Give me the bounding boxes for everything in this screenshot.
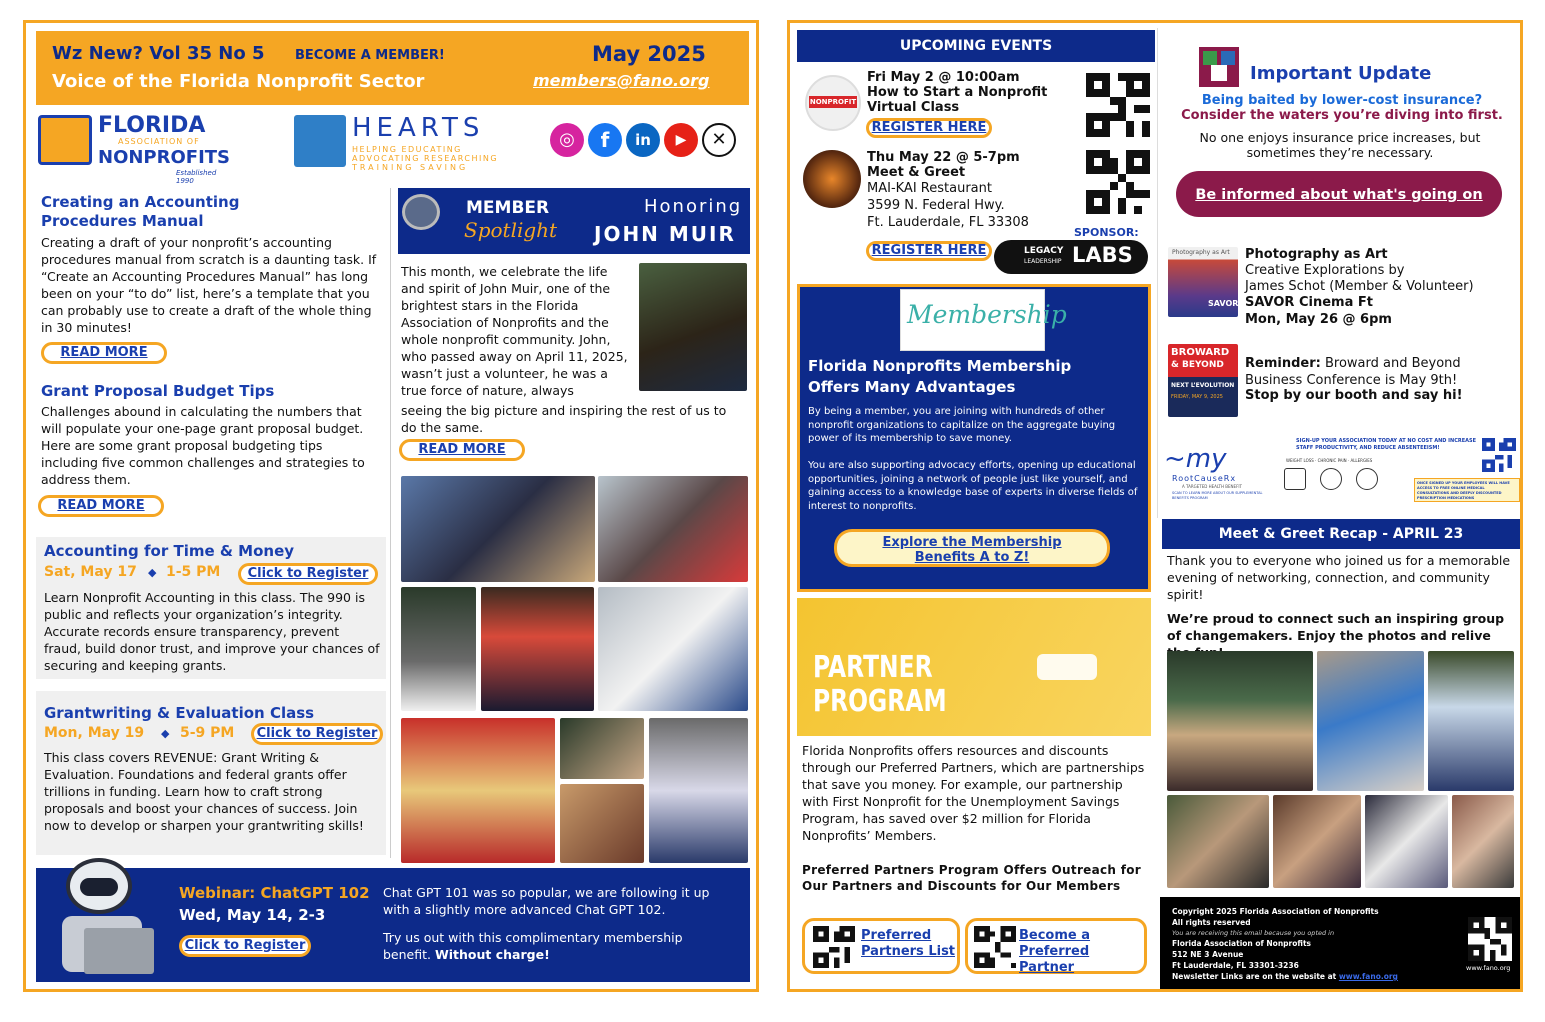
webinar-desc: Chat GPT 101 was so popular, we are following it up with a slightly more advanced Chat GPT 102.	[383, 885, 710, 917]
nonprofit-badge-icon: NONPROFIT	[805, 75, 861, 131]
read-more-button[interactable]: READ MORE	[41, 342, 167, 364]
reminder-cta: Stop by our booth and say hi!	[1245, 388, 1463, 403]
linkedin-icon[interactable]: in	[626, 123, 660, 157]
event-date: Thu May 22 @ 5-7pm	[867, 150, 1020, 165]
membership-logo: Membership	[900, 289, 1045, 351]
email-link[interactable]: members@fano.org	[533, 71, 710, 90]
article-body: Challenges abound in calculating the numbers that will populate your one-page grant proposal budget. Here are some grant proposal budgeting tips including five common challenges and strategies to address them.	[41, 404, 365, 487]
social-icons	[550, 123, 740, 161]
class-card	[36, 537, 386, 679]
article-title: Grant Proposal Budget Tips	[41, 382, 275, 400]
class-title: Grantwriting & Evaluation Class	[44, 704, 315, 722]
update-title: Important Update	[1250, 63, 1432, 84]
broward-beyond-thumb: BROWARD & BEYOND NEXT L’EVOLUTION FRIDAY, MAY 9, 2025	[1168, 344, 1238, 417]
events-header: UPCOMING EVENTS	[797, 30, 1155, 62]
webinar-desc-2: Try us out with this complimentary membership benefit. Without charge!	[383, 930, 683, 962]
masthead	[36, 31, 749, 105]
event-title: How to Start a Nonprofit	[867, 85, 1048, 100]
newsletter-page-right	[787, 20, 1523, 992]
membership-title: Florida Nonprofits Membership Offers Many Advantages	[808, 357, 1072, 396]
honoring-label: Honoring	[644, 196, 743, 217]
class-date: Mon, May 19	[44, 725, 145, 741]
tagline: Voice of the Florida Nonprofit Sector	[52, 71, 425, 92]
membership-panel	[797, 284, 1151, 592]
recap-photo	[1428, 651, 1514, 791]
membership-p2: You are also supporting advocacy efforts, opening up educational opportunities, joining a network of people just like yourself, and gaining access to a knowledge base of experts in diverse fields of interest to nonprofits.	[808, 460, 1138, 513]
sponsor-label: SPONSOR:	[1074, 226, 1139, 239]
florida-map-icon	[38, 115, 92, 165]
update-logo-icon	[1199, 47, 1239, 87]
webinar-date: Wed, May 14, 2-3	[179, 906, 326, 924]
legacy-leadership-labs-logo: LEGACY LEADERSHIP LABS	[994, 240, 1148, 274]
register-button[interactable]: Click to Register	[251, 723, 383, 745]
rootcause-swoosh-icon: ~my	[1164, 444, 1227, 474]
recap-p1: Thank you to everyone who joined us for a memorable evening of networking, connection, and community spirit!	[1167, 553, 1511, 602]
register-here-button[interactable]: REGISTER HERE	[866, 241, 992, 261]
article-title: Creating an Accounting Procedures Manual	[41, 193, 240, 230]
register-button[interactable]: Click to Register	[238, 563, 378, 585]
recap-photo	[1167, 795, 1269, 888]
be-informed-button[interactable]: Be informed about what's going on	[1176, 171, 1502, 217]
qr-code-icon	[974, 926, 1016, 968]
issue-label: Wz New? Vol 35 No 5	[52, 43, 265, 64]
spotlight-body: This month, we celebrate the life and spirit of John Muir, one of the brightest stars in the Florida Association of Nonprofits and the whole nonprofit community. John, who passed away on April 11, 2025, wasn’t just a volunteer, he was a true force of nature, always	[401, 264, 628, 398]
collage-photo	[560, 784, 644, 863]
qr-code-icon[interactable]	[1468, 917, 1512, 961]
john-muir-photo	[639, 263, 747, 391]
partner-program-banner: PARTNER PROGRAM	[797, 598, 1151, 736]
recap-photo	[1273, 795, 1361, 888]
partner-body: Florida Nonprofits offers resources and discounts through our Preferred Partners, which are partnerships that save you money. For example, our partnership with First Nonprofit for the Unemployment Savings Program, has saved over $2 million for Florida Nonprofits’ Members.	[802, 743, 1145, 843]
mai-kai-photo	[803, 150, 861, 208]
event-location: MAI-KAI Restaurant	[867, 181, 992, 196]
webinar-title: Webinar: ChatGPT 102	[179, 884, 370, 902]
youtube-icon[interactable]: ▶	[664, 123, 698, 157]
photo-art-line: James Schot (Member & Volunteer)	[1245, 279, 1474, 294]
diamond-icon: ◆	[161, 727, 170, 740]
explore-membership-button[interactable]: Explore the Membership Benefits A to Z!	[834, 529, 1110, 567]
update-line3: No one enjoys insurance price increases, but sometimes they’re necessary.	[1199, 130, 1481, 160]
photo-art-title: Photography as Art	[1245, 247, 1388, 262]
photo-art-date: Mon, May 26 @ 6pm	[1245, 312, 1392, 327]
event-city: Ft. Lauderdale, FL 33308	[867, 215, 1029, 230]
x-icon[interactable]: ✕	[702, 123, 736, 157]
footer: Copyright 2025 Florida Association of Nonprofits All rights reserved You are receiving this email because you opted in Florida Association of Nonprofits 512 NE 3 Avenue Ft Lauderdale, FL 33301-3236 Newsletter Links are on the website at www.fano.org www.fano.org	[1160, 897, 1520, 991]
recap-photo	[1167, 651, 1313, 791]
photo-art-line: Creative Explorations by	[1245, 263, 1405, 278]
register-button[interactable]: Click to Register	[179, 935, 311, 957]
collage-photo	[401, 718, 555, 863]
read-more-button[interactable]: READ MORE	[38, 495, 164, 517]
class-title: Accounting for Time & Money	[44, 542, 295, 560]
instagram-icon[interactable]: ◎	[550, 123, 584, 157]
qr-code-icon	[1482, 438, 1516, 472]
fano-logo: FLORIDA ASSOCIATION OF NONPROFITS Established 1990	[38, 111, 228, 179]
puzzle-hands-icon	[1037, 654, 1097, 680]
column-divider	[390, 188, 391, 858]
reminder-text: Reminder: Broward and Beyond Business Conference is May 9th!	[1245, 356, 1461, 388]
event-date: Fri May 2 @ 10:00am	[867, 70, 1020, 85]
article-body: Creating a draft of your nonprofit’s accounting procedures manual from scratch is a daunting task. If “Create an Accounting Procedures Manual” has long been on your “to do” list, here’s a template that you can probably use to create a draft of the whole thing in 30 minutes!	[41, 235, 377, 335]
collage-photo	[649, 718, 748, 863]
webinar-banner	[36, 868, 750, 982]
spotlight-lamp-icon	[402, 194, 440, 230]
issue-date: May 2025	[592, 42, 706, 66]
spotlight-body-cont: seeing the big picture and inspiring the rest of us to do the same.	[401, 403, 727, 435]
recap-p2: We’re proud to connect such an inspiring group of changemakers. Enjoy the photos and relive	[1167, 611, 1505, 643]
class-time: 5-9 PM	[180, 725, 235, 741]
event-sub: Virtual Class	[867, 100, 960, 115]
event-title: Meet & Greet	[867, 165, 966, 180]
collage-photo	[560, 718, 644, 779]
qr-code-icon	[813, 926, 855, 968]
recap-header: Meet & Greet Recap - APRIL 23	[1162, 519, 1520, 549]
robot-icon	[44, 858, 154, 976]
recap-photo	[1365, 795, 1448, 888]
column-divider	[1157, 28, 1158, 518]
heart-icon	[294, 115, 346, 167]
website-link[interactable]: www.fano.org	[1338, 972, 1398, 981]
collage-photo	[481, 587, 594, 711]
event-address: 3599 N. Federal Hwy.	[867, 198, 1005, 213]
class-date: Sat, May 17	[44, 564, 137, 580]
member-spotlight-banner: MEMBER Spotlight Honoring JOHN MUIR	[398, 188, 750, 254]
photo-art-venue: SAVOR Cinema Ft	[1245, 295, 1373, 310]
class-body: Learn Nonprofit Accounting in this class. The 990 is public and reflects your organization’s integrity. Accurate records ensure transparency, prevent fraud, build donor trust, and improve your chances of securing and keeping grants.	[44, 590, 380, 673]
rootcauserx-ad[interactable]: ~my RootCauseRx A TARGETED HEALTH BENEFIT SCAN TO LEARN MORE ABOUT OUR SUPPLEMENTAL BENEFITS PROGRAM SIGN-UP YOUR ASSOCIATION TODAY AT NO COST AND INCREASE STAFF PRODUCTIVITY, AND REDUCE ABSENTEEISM! WEIGHT LOSS · CHRONIC PAIN · ALLERGIES ONCE SIGNED UP YOUR EMPLOYEES WILL HAVE ACCESS TO FREE ONLINE MEDICAL CONSULTATIONS AND DEEPLY DISCOUNTED PRESCRIPTION MEDICATIONS	[1162, 434, 1522, 504]
class-body: This class covers REVENUE: Grant Writing & Evaluation. Foundations and federal grants offer trillions in funding. Learn how to craft strong proposals and boost your chances of success. Join now to develop or sharpen your grantwriting skills!	[44, 750, 364, 833]
allergies-icon	[1356, 468, 1378, 490]
collage-photo	[401, 476, 595, 582]
class-card	[36, 691, 386, 855]
qr-code-icon[interactable]	[1086, 73, 1150, 137]
honoree-name: JOHN MUIR	[594, 222, 736, 246]
partner-bold: Preferred Partners Program Offers Outreach for Our Partners and Discounts for Our Members	[802, 863, 1142, 893]
collage-photo	[598, 476, 748, 582]
become-preferred-partner-button[interactable]: Become a Preferred Partner	[965, 918, 1147, 974]
weight-loss-icon	[1284, 468, 1306, 490]
photography-as-art-thumb: Photography as Art SAVOR	[1168, 247, 1238, 317]
hearts-logo: HEARTS HELPING EDUCATING ADVOCATING RESEARCHING TRAINING SAVING	[294, 115, 504, 173]
diamond-icon: ◆	[148, 566, 157, 579]
recap-photo	[1452, 795, 1514, 888]
become-member-link[interactable]: BECOME A MEMBER!	[295, 48, 445, 63]
read-more-button[interactable]: READ MORE	[399, 439, 525, 461]
facebook-icon[interactable]: f	[588, 123, 622, 157]
preferred-partners-list-button[interactable]: Preferred Partners List	[802, 918, 960, 974]
update-line2: Consider the waters you’re diving into first.	[1181, 108, 1503, 123]
collage-photo	[401, 587, 476, 711]
register-here-button[interactable]: REGISTER HERE	[866, 118, 992, 138]
recap-photo	[1317, 651, 1424, 791]
qr-code-icon[interactable]	[1086, 150, 1150, 214]
chronic-pain-icon	[1320, 468, 1342, 490]
update-line1: Being baited by lower-cost insurance?	[1201, 93, 1483, 108]
membership-p1: By being a member, you are joining with hundreds of other nonprofit organizations to capitalize on the aggregate buying power of its membership to save money.	[808, 406, 1116, 445]
class-time: 1-5 PM	[166, 564, 221, 580]
collage-photo	[598, 587, 748, 711]
newsletter-page-left	[23, 20, 759, 992]
